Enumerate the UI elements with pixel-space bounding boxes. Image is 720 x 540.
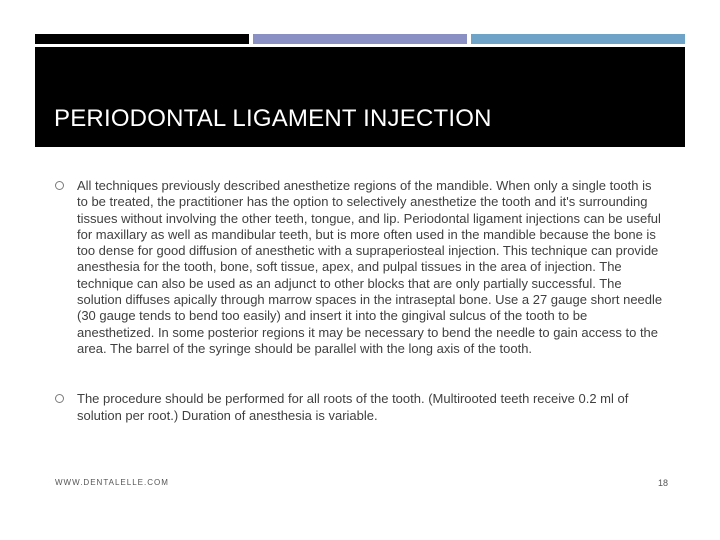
bullet-item [55,391,665,424]
accent-bar-black [35,34,249,44]
slide-title: PERIODONTAL LIGAMENT INJECTION [54,105,492,132]
top-accent-bars [35,34,685,44]
accent-bar-blue [471,34,685,44]
bullet-circle-icon [55,181,64,190]
footer-url: WWW.DENTALELLE.COM [55,478,169,487]
page-number: 18 [657,478,668,488]
bullet-text: The procedure should be performed for all roots of the tooth. (Multirooted teeth receive 0.2 ml of solution per root.) Duration of anesthesia is variable. [77,391,629,423]
bullet-item [55,178,665,357]
title-band [35,47,685,147]
slide-content [55,178,665,424]
bullet-circle-icon [55,394,64,403]
accent-bar-lavender [253,34,467,44]
bullet-text: All techniques previously described anesthetize regions of the mandible. When only a single tooth is to be treated, the practitioner has the option to selectively anesthetize the tooth and it's surrounding tissues without involving the other teeth, tongue, and lip. Periodontal ligament injections can be useful for maxillary as well as mandibular teeth, but is more often used in the mandible because the bone is too dense for good diffusion of anesthetic with a supraperiosteal injection. This technique can provide anesthesia for the tooth, bone, soft tissue, apex, and pulpal tissues in the area of injection. The technique can also be used as an adjunct to other blocks that are only partially successful. The solution diffuses apically through marrow spaces in the intraseptal bone. Use a 27 gauge short needle (30 gauge tends to bend too easily) and insert it into the gingival sulcus of the tooth to be anesthetized. In some posterior regions it may be necessary to bend the needle to gain access to the area. The barrel of the syringe should be parallel with the long axis of the tooth. [77,178,663,356]
